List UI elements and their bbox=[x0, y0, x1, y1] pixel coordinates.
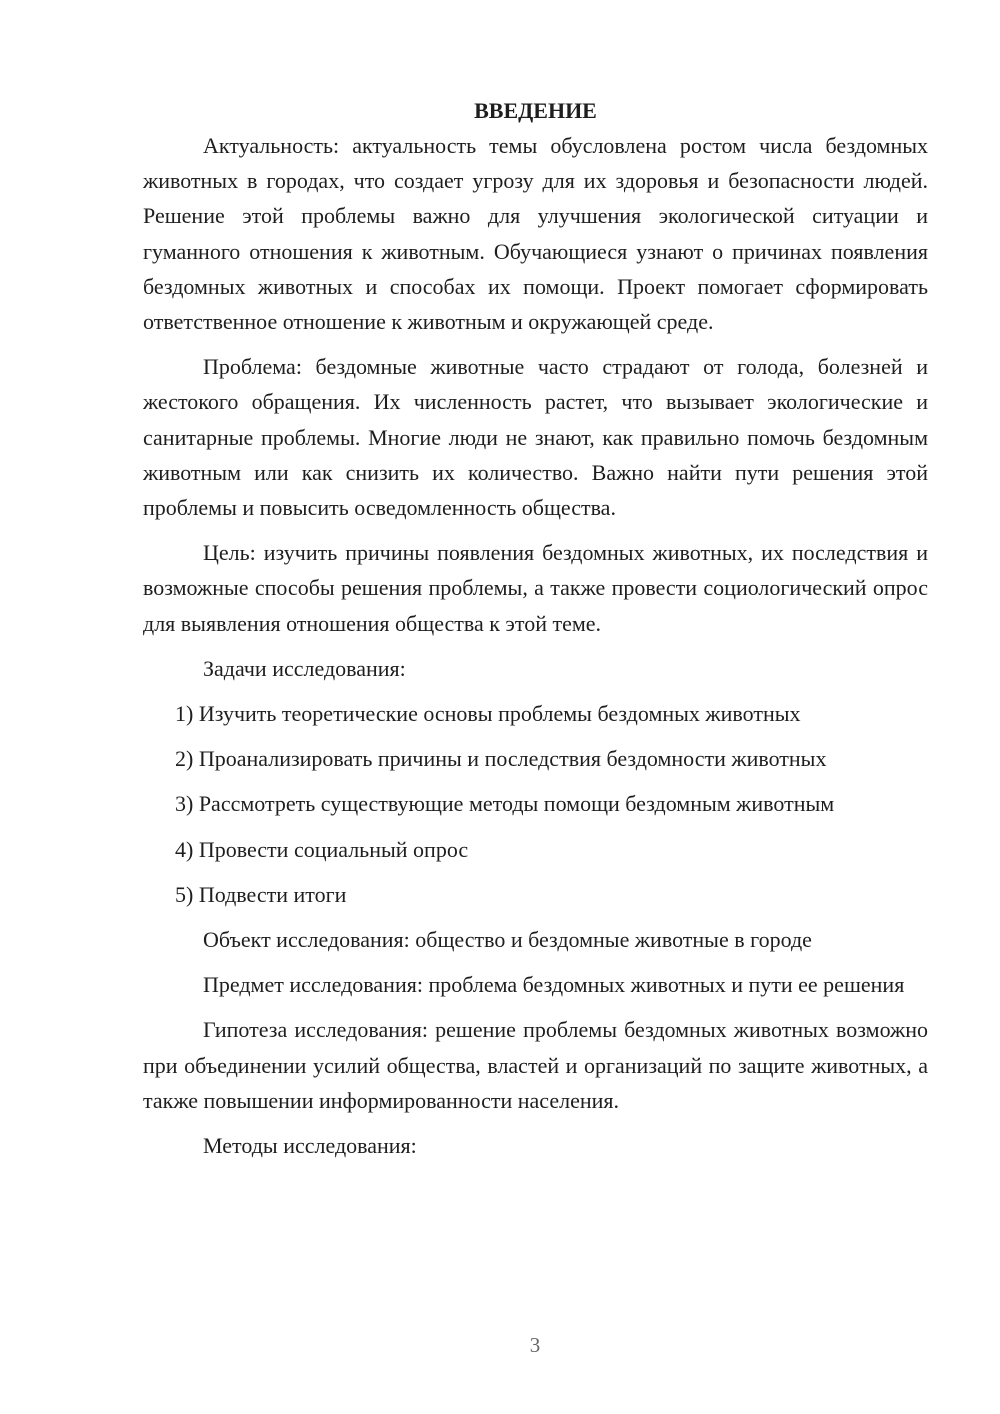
task-item-3: 3) Рассмотреть существующие методы помощи бездомным животным bbox=[175, 791, 835, 817]
tasks-title: Задачи исследования: bbox=[203, 655, 406, 681]
methods-paragraph: Методы исследования: bbox=[203, 1133, 417, 1159]
problem-paragraph: Проблема: бездомные животные часто страдают от голода, болезней и жестокого обращения. Их численность растет, что вызывает экологические и санитарные проблемы. Многие люди не знают, как правильно помочь бездомным животным или как снизить их количество. Важно найти пути решения этой проблемы и повысить осведомленность общества. bbox=[143, 354, 928, 521]
object-paragraph: Объект исследования: общество и бездомные животные в городе bbox=[203, 927, 812, 953]
task-item-1: 1) Изучить теоретические основы проблемы бездомных животных bbox=[175, 701, 801, 727]
task-item-5: 5) Подвести итоги bbox=[175, 881, 347, 907]
page-number: 3 bbox=[529, 1333, 541, 1357]
task-list bbox=[143, 696, 928, 912]
relevance-paragraph: Актуальность: актуальность темы обусловлена ростом числа бездомных животных в городах, что создает угрозу для их здоровья и безопасности людей. Решение этой проблемы важно для улучшения экологической ситуации и гуманного отношения к животным. Обучающиеся узнают о причинах появления бездомных животных и способах их помощи. Проект помогает сформировать ответственное отношение к животным и окружающей среде. bbox=[143, 133, 928, 335]
section-heading: ВВЕДЕНИЕ bbox=[474, 98, 597, 123]
goal-paragraph: Цель: изучить причины появления бездомных животных, их последствия и возможные способы решения проблемы, а также провести социологический опрос для выявления отношения общества к этой теме. bbox=[143, 540, 928, 636]
hypothesis-paragraph: Гипотеза исследования: решение проблемы бездомных животных возможно при объединении усилий общества, властей и организаций по защите животных, а также повышении информированности населения. bbox=[143, 1017, 928, 1113]
task-item-2: 2) Проанализировать причины и последствия бездомности животных bbox=[175, 746, 827, 772]
subject-paragraph: Предмет исследования: проблема бездомных животных и пути ее решения bbox=[203, 972, 905, 998]
task-item-4: 4) Провести социальный опрос bbox=[175, 836, 469, 862]
page-content bbox=[143, 93, 928, 1173]
